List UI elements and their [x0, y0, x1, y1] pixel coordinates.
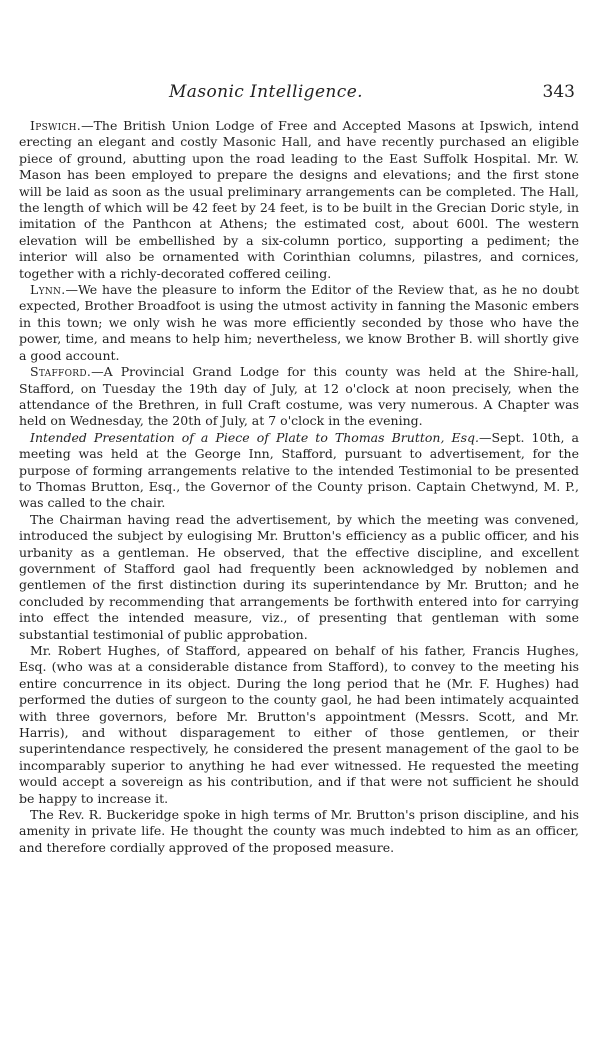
page-number: 343 — [542, 82, 575, 102]
document-page — [19, 82, 579, 856]
article-body — [19, 118, 579, 856]
paragraph-lynn — [19, 282, 579, 364]
place-heading-ipswich: Ipswich. — [30, 118, 82, 133]
paragraph-chairman — [19, 512, 579, 643]
paragraph-text: —A Provincial Grand Lodge for this county was held at the Shire-hall, Stafford, on Tuesday the 19th day of July, at 12 o'clock at noon precisely, when the attendance of the Brethren, in full Craft costume, was very numerous. A Chapter was held on Wednesday, the 20th of July, at 7 o'clock in the evening. — [19, 364, 579, 429]
paragraph-text: —We have the pleasure to inform the Editor of the Review that, as he no doubt expected, Brother Broadfoot is using the utmost activity in fanning the Masonic embers in this town; we only wish he was more efficiently seconded by those who have the power, time, and means to help him; nevertheless, we know Brother B. will shortly give a good account. — [19, 282, 579, 363]
paragraph-text: The Rev. R. Buckeridge spoke in high terms of Mr. Brutton's prison discipline, and his amenity in private life. He thought the county was much indebted to him as an officer, and therefore cordially approved of the proposed measure. — [19, 807, 579, 855]
paragraph-text: Mr. Robert Hughes, of Stafford, appeared on behalf of his father, Francis Hughes, Esq. (who was at a considerable distance from Stafford), to convey to the meeting his entire concurrence in its object. During the long period that he (Mr. F. Hughes) had performed the duties of surgeon to the county gaol, he had been intimately acquainted with three governors, before Mr. Brutton's appointment (Messrs. Scott, and Mr. Harris), and without disparagement to either of those gentlemen, or their superintendance respectively, he considered the present management of the gaol to be incomparably superior to anything he had ever witnessed. He requested the meeting would accept a sovereign as his contribution, and if that were not sufficient he should be happy to increase it. — [19, 643, 579, 806]
paragraph-text: —Sept. 10th, a meeting was held at the George Inn, Stafford, pursuant to advertisement, for the purpose of forming arrangements relative to the intended Testimonial to be presented to Thomas Brutton, Esq., the Governor of the County prison. Captain Chetwynd, M. P., was called to the chair. — [19, 429, 579, 511]
paragraph-stafford — [19, 364, 579, 430]
paragraph-presentation — [19, 430, 579, 512]
paragraph-hughes — [19, 643, 579, 807]
paragraph-ipswich — [19, 118, 579, 282]
paragraph-text: —The British Union Lodge of Free and Accepted Masons at Ipswich, intend erecting an elegant and costly Masonic Hall, and have recently purchased an eligible piece of ground, abutting upon the road leading to the East Suffolk Hospital. Mr. W. Mason has been employed to prepare the designs and elevations; and the first stone will be laid as soon as the usual preliminary arrangements can be completed. The Hall, the length of which will be 42 feet by 24 feet, is to be built in the Grecian Doric style, in imitation of the Panthcon at Athens; the estimated cost, about 600l. The western elevation will be embellished by a six-column portico, supporting a pediment; the interior will also be ornamented with Corinthian columns, pilastres, and cornices, together with a richly-decorated coffered ceiling. — [19, 118, 579, 281]
paragraph-text: The Chairman having read the advertisement, by which the meeting was convened, introduced the subject by eulogising Mr. Brutton's efficiency as a public officer, and his urbanity as a gentleman. He observed, that the effective discipline, and excellent government of Stafford gaol had frequently been acknowledged by noblemen and gentlemen of the first distinction during its superintendance by Mr. Brutton; and he concluded by recommending that arrangements be forthwith entered into for carrying into effect the intended measure, viz., of presenting that gentleman with some substantial testimonial of public approbation. — [19, 511, 579, 642]
running-header — [19, 82, 579, 110]
place-heading-lynn: Lynn. — [30, 282, 66, 298]
section-heading-presentation: Intended Presentation of a Piece of Plate to Thomas Brutton, Esq. — [30, 429, 479, 445]
running-title: Masonic Intelligence. — [169, 82, 363, 102]
place-heading-stafford: Stafford. — [30, 364, 92, 380]
paragraph-buckeridge — [19, 807, 579, 856]
